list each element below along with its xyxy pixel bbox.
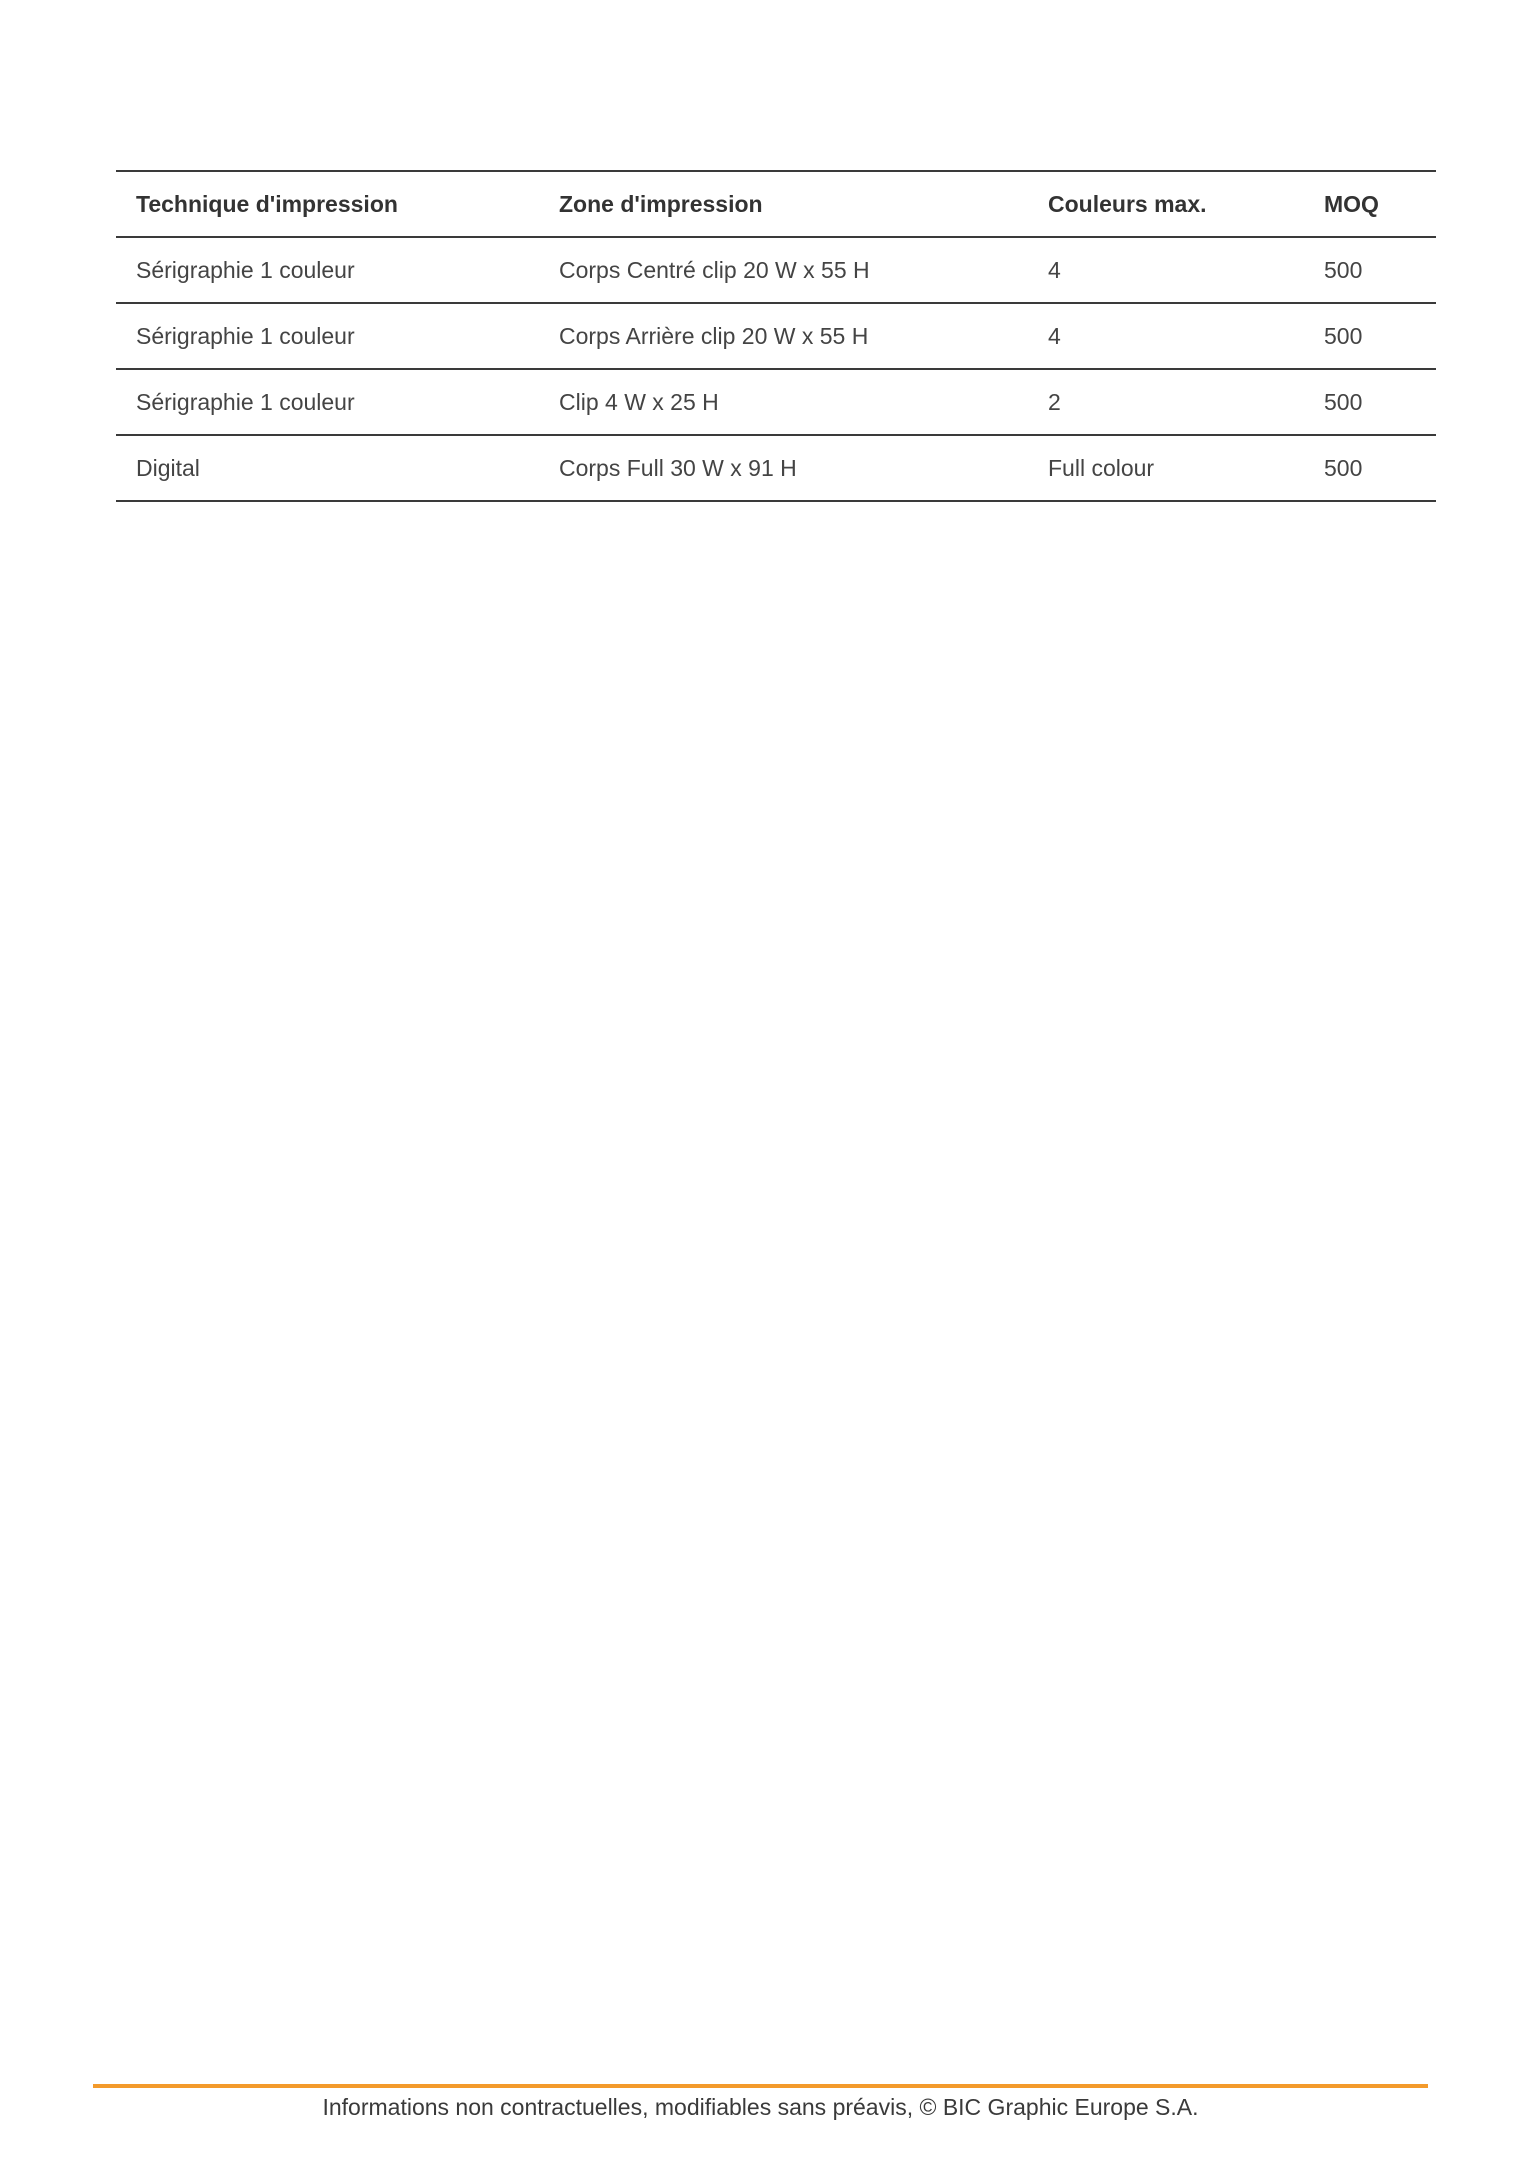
cell-moq: 500	[1324, 256, 1363, 283]
header-couleurs: Couleurs max.	[1048, 190, 1207, 217]
cell-moq: 500	[1324, 322, 1363, 349]
table-row	[116, 435, 1436, 501]
print-options-table	[116, 170, 1436, 502]
cell-couleurs: 4	[1048, 256, 1061, 283]
cell-couleurs: 2	[1048, 388, 1061, 415]
table-body	[116, 237, 1436, 501]
cell-moq: 500	[1324, 388, 1363, 415]
cell-technique: Sérigraphie 1 couleur	[136, 388, 355, 415]
table-row	[116, 369, 1436, 435]
cell-moq: 500	[1324, 454, 1363, 481]
table-row	[116, 237, 1436, 303]
cell-technique: Digital	[136, 454, 200, 481]
table-row	[116, 303, 1436, 369]
footer-disclaimer: Informations non contractuelles, modifiables sans préavis, © BIC Graphic Europe S.A.	[322, 2094, 1199, 2120]
cell-zone: Clip 4 W x 25 H	[559, 388, 719, 415]
footer-divider	[93, 2084, 1428, 2088]
cell-zone: Corps Centré clip 20 W x 55 H	[559, 256, 870, 283]
cell-couleurs: 4	[1048, 322, 1061, 349]
header-technique: Technique d'impression	[136, 190, 398, 217]
header-zone: Zone d'impression	[559, 190, 763, 217]
table-header	[116, 171, 1436, 237]
cell-zone: Corps Arrière clip 20 W x 55 H	[559, 322, 869, 349]
cell-technique: Sérigraphie 1 couleur	[136, 322, 355, 349]
cell-couleurs: Full colour	[1048, 454, 1155, 481]
header-moq: MOQ	[1324, 190, 1379, 217]
cell-technique: Sérigraphie 1 couleur	[136, 256, 355, 283]
cell-zone: Corps Full 30 W x 91 H	[559, 454, 797, 481]
table-header-row	[116, 171, 1436, 237]
